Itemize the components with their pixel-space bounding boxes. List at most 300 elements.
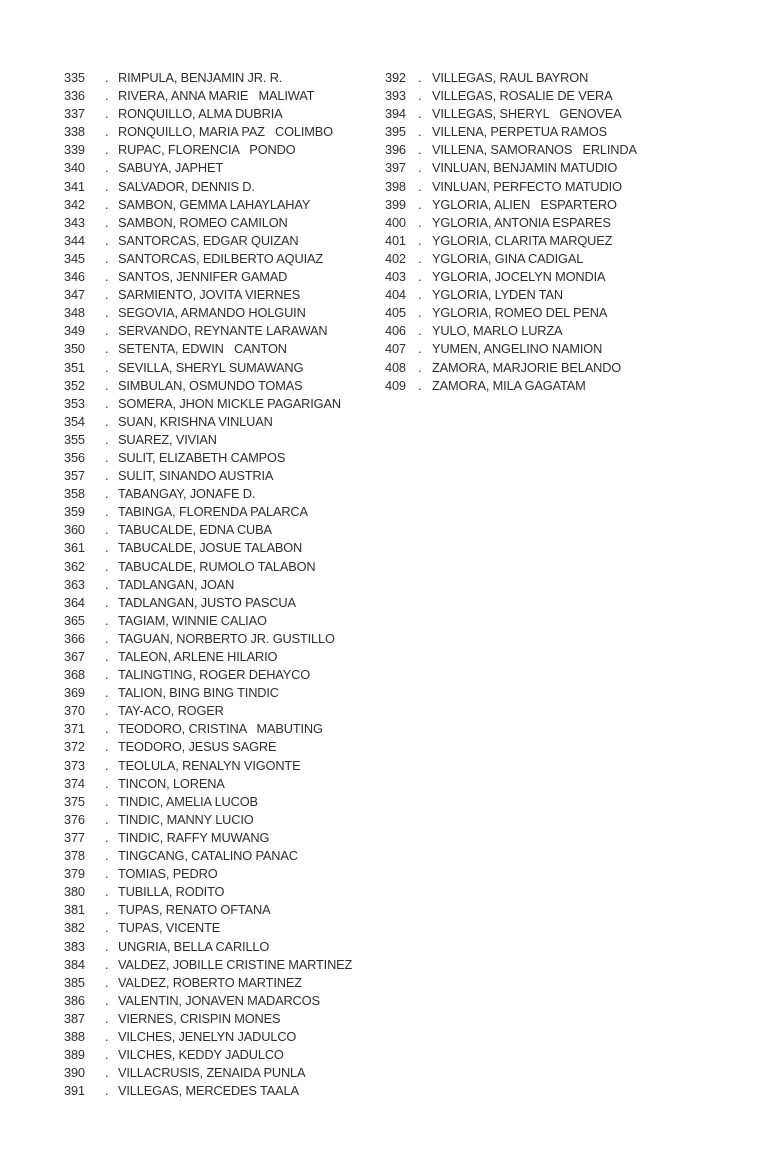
row-name: TUBILLA, RODITO [118,884,225,900]
row-number: 399 [385,196,406,212]
list-row [385,87,637,105]
list-row [385,322,637,340]
row-number: 396 [385,142,406,158]
row-name: SANTORCAS, EDILBERTO AQUIAZ [118,250,324,266]
row-number: 357 [64,468,85,484]
row-name: VILLEGAS, RAUL BAYRON [432,70,589,85]
row-name: TEOLULA, RENALYN VIGONTE [118,757,301,773]
row-separator: . [105,612,109,628]
row-number: 378 [64,848,85,864]
row-number: 344 [64,232,85,248]
row-separator: . [418,250,422,266]
list-row [64,521,352,539]
row-separator: . [105,1028,109,1044]
row-name: VILCHES, KEDDY JADULCO [118,1047,284,1063]
list-row [64,992,352,1010]
list-row [64,757,352,775]
list-row [64,431,352,449]
list-row [385,268,637,286]
row-separator: . [418,160,422,176]
row-name: SEGOVIA, ARMANDO HOLGUIN [118,305,306,321]
row-name: RUPAC, FLORENCIA PONDO [118,142,296,158]
row-number: 345 [64,250,85,266]
row-number: 364 [64,594,85,610]
name-list-column-right [385,69,637,395]
row-separator: . [105,359,109,375]
row-separator: . [418,377,422,393]
row-separator: . [105,449,109,465]
row-name: RONQUILLO, ALMA DUBRIA [118,106,283,122]
row-separator: . [105,106,109,122]
list-row [64,178,352,196]
row-separator: . [418,196,422,212]
row-number: 360 [64,522,85,538]
list-row [64,340,352,358]
row-number: 366 [64,630,85,646]
row-separator: . [105,431,109,447]
row-separator: . [105,504,109,520]
row-number: 382 [64,920,85,936]
row-number: 368 [64,667,85,683]
row-name: TUPAS, RENATO OFTANA [118,902,271,918]
list-row [64,1082,352,1100]
row-separator: . [105,992,109,1008]
row-number: 373 [64,757,85,773]
row-name: VIERNES, CRISPIN MONES [118,1010,281,1026]
list-row [385,105,637,123]
row-name: VALDEZ, ROBERTO MARTINEZ [118,974,302,990]
row-name: YUMEN, ANGELINO NAMION [432,341,603,357]
list-row [64,322,352,340]
list-row [64,919,352,937]
row-separator: . [105,540,109,556]
row-separator: . [105,142,109,158]
row-number: 393 [385,88,406,104]
list-row [64,666,352,684]
list-row [64,594,352,612]
row-separator: . [105,703,109,719]
row-separator: . [418,70,422,85]
row-number: 386 [64,992,85,1008]
list-row [64,775,352,793]
row-separator: . [105,250,109,266]
row-separator: . [105,757,109,773]
row-name: TEODORO, CRISTINA MABUTING [118,721,323,737]
row-separator: . [105,88,109,104]
list-row [385,304,637,322]
row-name: YGLORIA, ANTONIA ESPARES [432,214,611,230]
list-row [385,141,637,159]
row-number: 339 [64,142,85,158]
row-number: 361 [64,540,85,556]
row-number: 359 [64,504,85,520]
row-separator: . [105,341,109,357]
row-number: 346 [64,269,85,285]
row-number: 371 [64,721,85,737]
row-number: 394 [385,106,406,122]
row-separator: . [418,124,422,140]
list-row [64,159,352,177]
row-separator: . [105,287,109,303]
row-name: TAY-ACO, ROGER [118,703,224,719]
row-number: 400 [385,214,406,230]
list-row [385,377,637,395]
row-number: 338 [64,124,85,140]
row-name: SANTORCAS, EDGAR QUIZAN [118,232,299,248]
row-separator: . [105,866,109,882]
list-row [64,630,352,648]
list-row [64,250,352,268]
row-separator: . [418,305,422,321]
list-row [64,865,352,883]
row-name: TABUCALDE, RUMOLO TALABON [118,558,316,574]
row-name: TALION, BING BING TINDIC [118,685,279,701]
row-name: VINLUAN, BENJAMIN MATUDIO [432,160,618,176]
row-separator: . [105,305,109,321]
list-row [64,576,352,594]
list-row [64,974,352,992]
list-row [64,720,352,738]
row-name: TINCON, LORENA [118,775,225,791]
row-name: RIVERA, ANNA MARIE MALIWAT [118,88,315,104]
row-number: 408 [385,359,406,375]
row-separator: . [418,359,422,375]
row-number: 406 [385,323,406,339]
list-row [64,793,352,811]
row-name: YGLORIA, ALIEN ESPARTERO [432,196,617,212]
row-name: TABANGAY, JONAFE D. [118,486,256,502]
row-number: 363 [64,576,85,592]
row-separator: . [105,775,109,791]
row-name: TALINGTING, ROGER DEHAYCO [118,667,311,683]
list-row [64,829,352,847]
row-name: VILCHES, JENELYN JADULCO [118,1028,297,1044]
row-number: 377 [64,829,85,845]
row-separator: . [105,486,109,502]
row-number: 352 [64,377,85,393]
row-number: 403 [385,269,406,285]
list-row [64,901,352,919]
row-number: 353 [64,395,85,411]
row-number: 355 [64,431,85,447]
list-row [64,395,352,413]
row-name: TEODORO, JESUS SAGRE [118,739,277,755]
row-name: TABUCALDE, JOSUE TALABON [118,540,303,556]
row-number: 379 [64,866,85,882]
list-row [64,123,352,141]
row-separator: . [105,685,109,701]
row-number: 409 [385,377,406,393]
list-row [64,539,352,557]
row-number: 401 [385,232,406,248]
row-separator: . [105,323,109,339]
row-name: TALEON, ARLENE HILARIO [118,649,278,664]
list-row [64,304,352,322]
row-name: TABINGA, FLORENDA PALARCA [118,504,308,520]
list-row [64,1064,352,1082]
row-number: 380 [64,884,85,900]
row-separator: . [418,142,422,158]
row-number: 372 [64,739,85,755]
row-number: 348 [64,305,85,321]
row-name: VILLEGAS, MERCEDES TAALA [118,1083,299,1099]
row-number: 337 [64,106,85,122]
row-number: 375 [64,793,85,809]
row-number: 392 [385,70,406,85]
row-name: VILLEGAS, SHERYL GENOVEA [432,106,622,122]
row-number: 369 [64,685,85,701]
list-row [64,359,352,377]
row-number: 356 [64,449,85,465]
row-separator: . [418,106,422,122]
row-name: SIMBULAN, OSMUNDO TOMAS [118,377,303,393]
list-row [64,196,352,214]
row-number: 367 [64,649,85,664]
row-separator: . [105,214,109,230]
row-separator: . [105,196,109,212]
row-name: VALDEZ, JOBILLE CRISTINE MARTINEZ [118,956,353,972]
row-number: 389 [64,1047,85,1063]
row-name: YGLORIA, JOCELYN MONDIA [432,269,606,285]
row-separator: . [105,1083,109,1099]
row-name: TABUCALDE, EDNA CUBA [118,522,272,538]
row-separator: . [105,649,109,664]
list-row [64,702,352,720]
row-number: 365 [64,612,85,628]
row-separator: . [105,269,109,285]
row-name: TADLANGAN, JUSTO PASCUA [118,594,296,610]
row-separator: . [105,160,109,176]
list-row [385,123,637,141]
row-name: SETENTA, EDWIN CANTON [118,341,287,357]
list-row [64,105,352,123]
row-separator: . [105,178,109,194]
list-row [64,467,352,485]
row-name: TUPAS, VICENTE [118,920,221,936]
row-number: 387 [64,1010,85,1026]
row-name: TADLANGAN, JOAN [118,576,235,592]
row-name: YGLORIA, LYDEN TAN [432,287,563,303]
row-name: TAGIAM, WINNIE CALIAO [118,612,267,628]
row-separator: . [418,178,422,194]
row-number: 343 [64,214,85,230]
list-row [385,232,637,250]
row-name: YULO, MARLO LURZA [432,323,563,339]
list-row [64,413,352,431]
row-separator: . [105,884,109,900]
list-row [64,847,352,865]
row-name: SULIT, ELIZABETH CAMPOS [118,449,286,465]
row-separator: . [105,739,109,755]
row-number: 391 [64,1083,85,1099]
row-separator: . [105,793,109,809]
row-name: YGLORIA, ROMEO DEL PENA [432,305,608,321]
list-row [64,684,352,702]
row-name: VILLACRUSIS, ZENAIDA PUNLA [118,1065,306,1081]
row-number: 351 [64,359,85,375]
list-row [64,503,352,521]
name-list-column-left [64,69,352,1100]
row-number: 342 [64,196,85,212]
row-name: TOMIAS, PEDRO [118,866,218,882]
list-row [64,232,352,250]
row-separator: . [105,848,109,864]
row-number: 390 [64,1065,85,1081]
row-number: 395 [385,124,406,140]
list-row [64,485,352,503]
row-number: 405 [385,305,406,321]
row-name: YGLORIA, GINA CADIGAL [432,250,584,266]
list-row [64,612,352,630]
row-name: TINGCANG, CATALINO PANAC [118,848,298,864]
row-separator: . [105,594,109,610]
row-separator: . [105,522,109,538]
row-separator: . [105,974,109,990]
row-number: 336 [64,88,85,104]
row-number: 341 [64,178,85,194]
list-row [64,87,352,105]
row-name: SOMERA, JHON MICKLE PAGARIGAN [118,395,341,411]
row-name: VILLENA, SAMORANOS ERLINDA [432,142,637,158]
list-row [64,377,352,395]
list-row [64,956,352,974]
list-row [64,449,352,467]
row-name: YGLORIA, CLARITA MARQUEZ [432,232,613,248]
row-number: 335 [64,70,85,85]
list-row [64,558,352,576]
row-name: VILLENA, PERPETUA RAMOS [432,124,608,140]
row-number: 381 [64,902,85,918]
list-row [64,1046,352,1064]
row-separator: . [105,232,109,248]
row-number: 388 [64,1028,85,1044]
row-separator: . [418,88,422,104]
row-name: TINDIC, AMELIA LUCOB [118,793,258,809]
row-separator: . [105,630,109,646]
row-number: 384 [64,956,85,972]
row-separator: . [105,667,109,683]
row-number: 376 [64,811,85,827]
row-separator: . [105,468,109,484]
list-row [64,1010,352,1028]
row-name: SANTOS, JENNIFER GAMAD [118,269,288,285]
row-name: RONQUILLO, MARIA PAZ COLIMBO [118,124,333,140]
row-name: SUAN, KRISHNA VINLUAN [118,413,273,429]
list-row [385,359,637,377]
row-name: SABUYA, JAPHET [118,160,224,176]
row-name: ZAMORA, MARJORIE BELANDO [432,359,622,375]
row-name: SUAREZ, VIVIAN [118,431,217,447]
row-name: TINDIC, RAFFY MUWANG [118,829,270,845]
row-separator: . [105,558,109,574]
row-name: TINDIC, MANNY LUCIO [118,811,254,827]
row-separator: . [105,956,109,972]
row-name: SARMIENTO, JOVITA VIERNES [118,287,301,303]
list-row [64,883,352,901]
list-row [385,69,637,87]
row-name: SEVILLA, SHERYL SUMAWANG [118,359,304,375]
row-number: 374 [64,775,85,791]
row-number: 340 [64,160,85,176]
row-separator: . [105,920,109,936]
list-row [385,340,637,358]
row-separator: . [105,721,109,737]
row-number: 385 [64,974,85,990]
list-row [385,196,637,214]
row-separator: . [418,287,422,303]
list-row [64,738,352,756]
row-separator: . [418,269,422,285]
row-separator: . [105,395,109,411]
row-name: ZAMORA, MILA GAGATAM [432,377,586,393]
row-name: SALVADOR, DENNIS D. [118,178,255,194]
row-separator: . [105,902,109,918]
row-name: VINLUAN, PERFECTO MATUDIO [432,178,622,194]
list-row [385,250,637,268]
list-row [64,268,352,286]
list-row [64,1028,352,1046]
row-separator: . [105,576,109,592]
list-row [385,214,637,232]
row-separator: . [105,1065,109,1081]
row-separator: . [418,232,422,248]
list-row [385,178,637,196]
row-number: 362 [64,558,85,574]
row-number: 383 [64,938,85,954]
row-separator: . [418,341,422,357]
list-row [64,214,352,232]
row-number: 347 [64,287,85,303]
row-name: RIMPULA, BENJAMIN JR. R. [118,70,283,85]
row-separator: . [105,1010,109,1026]
row-separator: . [105,70,109,85]
row-name: VILLEGAS, ROSALIE DE VERA [432,88,613,104]
list-row [64,141,352,159]
row-number: 398 [385,178,406,194]
row-number: 397 [385,160,406,176]
row-separator: . [105,811,109,827]
row-name: TAGUAN, NORBERTO JR. GUSTILLO [118,630,335,646]
list-row [64,648,352,666]
row-separator: . [105,413,109,429]
list-row [385,286,637,304]
row-separator: . [105,1047,109,1063]
row-name: SAMBON, ROMEO CAMILON [118,214,288,230]
list-row [64,69,352,87]
list-row [385,159,637,177]
row-name: SERVANDO, REYNANTE LARAWAN [118,323,328,339]
row-separator: . [418,214,422,230]
row-name: VALENTIN, JONAVEN MADARCOS [118,992,320,1008]
row-separator: . [105,938,109,954]
row-number: 370 [64,703,85,719]
row-separator: . [418,323,422,339]
row-name: SAMBON, GEMMA LAHAYLAHAY [118,196,311,212]
row-separator: . [105,829,109,845]
row-number: 407 [385,341,406,357]
row-separator: . [105,124,109,140]
row-number: 404 [385,287,406,303]
row-number: 354 [64,413,85,429]
row-name: UNGRIA, BELLA CARILLO [118,938,270,954]
row-number: 350 [64,341,85,357]
list-row [64,286,352,304]
list-row [64,938,352,956]
row-separator: . [105,377,109,393]
list-row [64,811,352,829]
row-number: 402 [385,250,406,266]
row-name: SULIT, SINANDO AUSTRIA [118,468,274,484]
